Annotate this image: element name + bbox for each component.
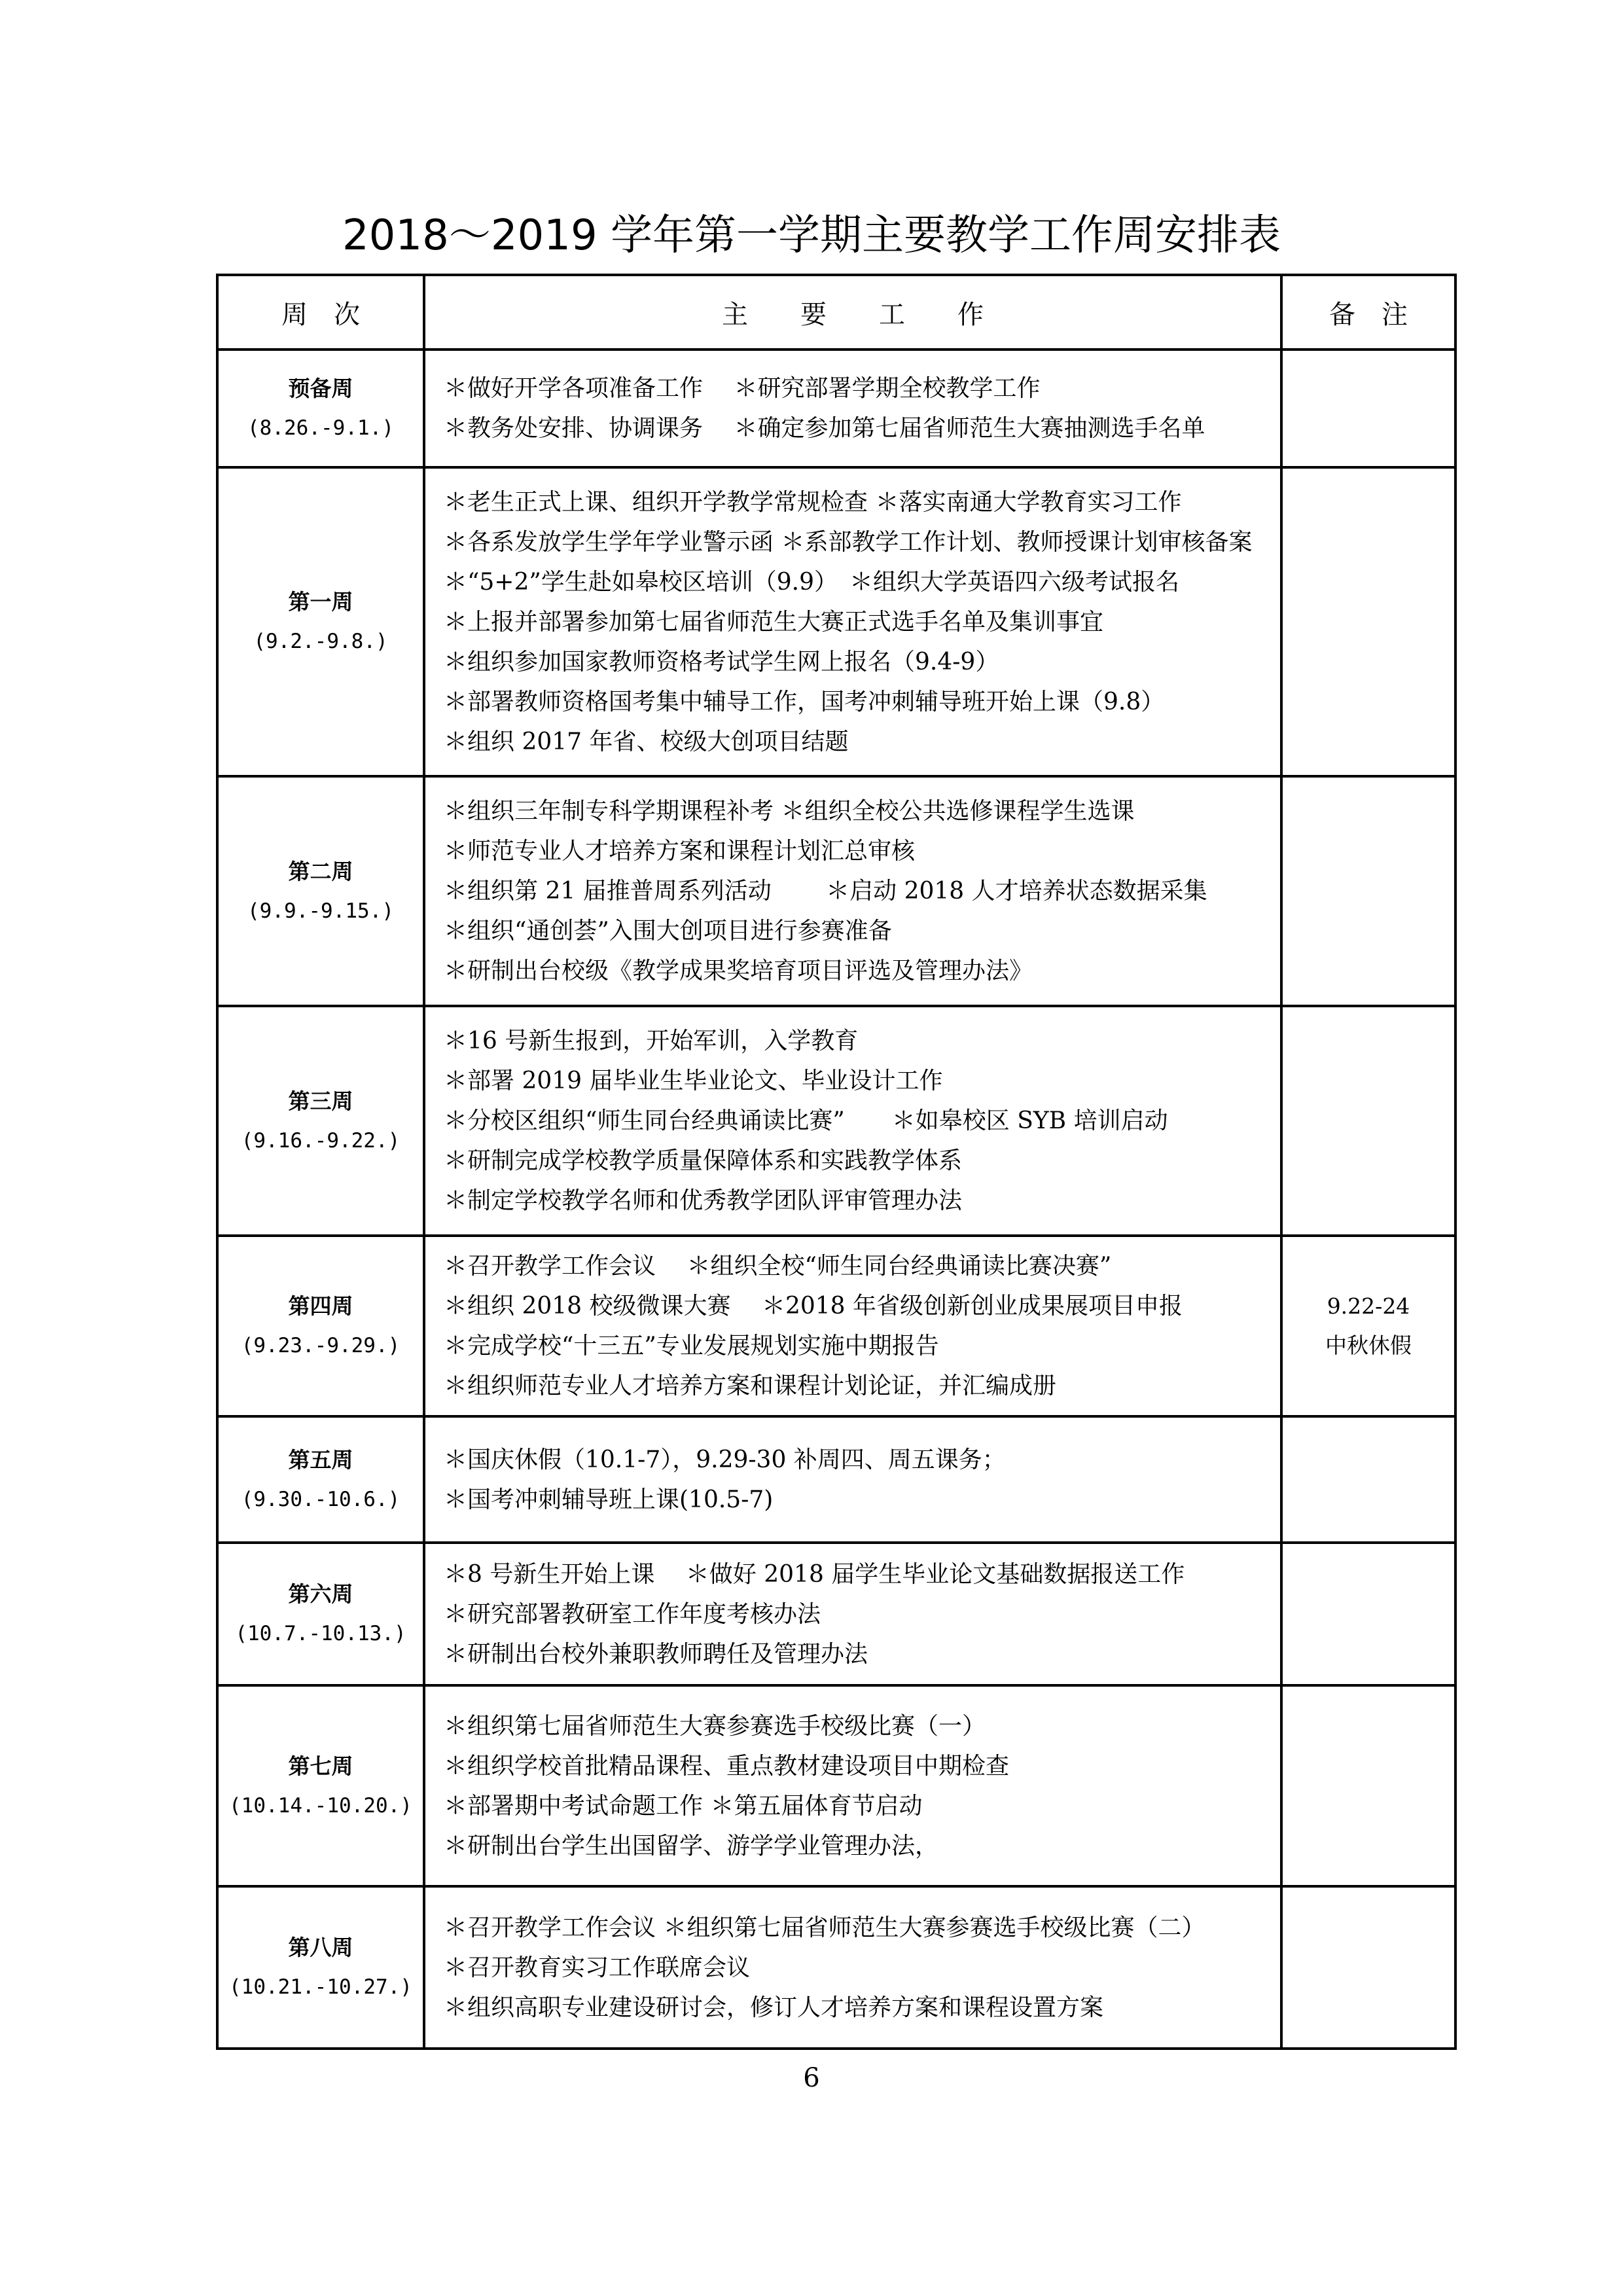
task-item: ＊8 号新生开始上课 ＊做好 2018 届学生毕业论文基础数据报送工作	[444, 1560, 1185, 1588]
task-item: ＊国庆休假（10.1-7），9.29-30 补周四、周五课务；	[444, 1446, 1006, 1473]
table-row	[217, 1236, 1455, 1416]
task-item: ＊组织 2017 年省、校级大创项目结题	[444, 728, 849, 755]
table-row	[217, 1006, 1455, 1236]
task-item: ＊研制完成学校教学质量保障体系和实践教学体系	[444, 1147, 963, 1174]
task-item: ＊研制出台校级《教学成果奖培育项目评选及管理办法》	[444, 958, 1033, 984]
note-text: 9.22-24	[1327, 1293, 1410, 1319]
notes-cell	[1281, 1006, 1455, 1236]
task-item: ＊制定学校教学名师和优秀教学团队评审管理办法	[444, 1187, 963, 1214]
task-item: ＊各系发放学生学年学业警示函 ＊系部教学工作计划、教师授课计划审核备案	[444, 528, 1253, 556]
task-item: ＊国考冲刺辅导班上课(10.5-7)	[444, 1486, 774, 1513]
tasks-cell	[424, 350, 1281, 467]
week-date-range: (9.16.-9.22.)	[241, 1128, 401, 1153]
task-item: ＊部署期中考试命题工作 ＊第五届体育节启动	[444, 1792, 923, 1820]
tasks-cell	[424, 1685, 1281, 1886]
task-item: ＊召开教学工作会议 ＊组织第七届省师范生大赛参赛选手校级比赛（二）	[444, 1914, 1205, 1941]
week-name: 第一周	[288, 589, 353, 615]
task-item: ＊16 号新生报到，开始军训，入学教育	[444, 1028, 859, 1054]
task-item: ＊组织 2018 校级微课大赛 ＊2018 年省级创新创业成果展项目申报	[444, 1293, 1183, 1319]
tasks-cell	[424, 1416, 1281, 1543]
week-date-range: (9.30.-10.6.)	[241, 1487, 401, 1511]
task-item: ＊组织第 21 届推普周系列活动 ＊启动 2018 人才培养状态数据采集	[444, 878, 1207, 905]
task-item: ＊部署 2019 届毕业生毕业论文、毕业设计工作	[444, 1067, 943, 1094]
header-row	[217, 275, 1455, 350]
week-cell	[217, 350, 424, 467]
week-name: 第八周	[288, 1935, 353, 1960]
page-number: 6	[803, 2063, 820, 2093]
task-item: ＊召开教育实习工作联席会议	[444, 1954, 751, 1981]
notes-cell	[1281, 1236, 1455, 1416]
task-item: ＊召开教学工作会议 ＊组织全校“师生同台经典诵读比赛决赛”	[444, 1253, 1112, 1280]
tasks-header: 主 要 工 作	[424, 275, 1281, 350]
schedule-table	[216, 274, 1457, 2050]
tasks-cell	[424, 1006, 1281, 1236]
task-item: ＊“5+2”学生赴如皋校区培训（9.9） ＊组织大学英语四六级考试报名	[444, 568, 1180, 596]
week-cell	[217, 467, 424, 776]
week-name: 第三周	[288, 1088, 353, 1114]
task-item: ＊研制出台校外兼职教师聘任及管理办法	[444, 1640, 868, 1668]
week-cell	[217, 1886, 424, 2049]
table-row	[217, 467, 1455, 776]
task-item: ＊教务处安排、协调课务 ＊确定参加第七届省师范生大赛抽测选手名单	[444, 415, 1205, 442]
week-date-range: (10.14.-10.20.)	[229, 1793, 412, 1818]
table-row	[217, 776, 1455, 1006]
notes-cell	[1281, 776, 1455, 1006]
week-cell	[217, 1006, 424, 1236]
note-text: 中秋休假	[1325, 1333, 1412, 1358]
tasks-cell	[424, 1543, 1281, 1685]
notes-header: 备 注	[1281, 275, 1455, 350]
table-row	[217, 1886, 1455, 2049]
table-row	[217, 350, 1455, 467]
task-item: ＊师范专业人才培养方案和课程计划汇总审核	[444, 838, 916, 865]
task-item: ＊组织高职专业建设研讨会，修订人才培养方案和课程设置方案	[444, 1994, 1104, 2021]
page-title: 2018～2019 学年第一学期主要教学工作周安排表	[342, 211, 1281, 260]
task-item: ＊组织三年制专科学期课程补考 ＊组织全校公共选修课程学生选课	[444, 798, 1135, 825]
task-item: ＊完成学校“十三五”专业发展规划实施中期报告	[444, 1333, 939, 1359]
week-name: 第五周	[288, 1446, 353, 1473]
week-name: 第二周	[288, 858, 353, 884]
notes-cell	[1281, 1685, 1455, 1886]
task-item: ＊组织学校首批精品课程、重点教材建设项目中期检查	[444, 1752, 1010, 1780]
task-item: ＊部署教师资格国考集中辅导工作，国考冲刺辅导班开始上课（9.8）	[444, 688, 1165, 715]
week-name: 预备周	[288, 376, 353, 401]
week-cell	[217, 1236, 424, 1416]
week-cell	[217, 776, 424, 1006]
task-item: ＊研究部署教研室工作年度考核办法	[444, 1600, 821, 1628]
table-row	[217, 1416, 1455, 1543]
week-cell	[217, 1685, 424, 1886]
week-cell	[217, 1416, 424, 1543]
notes-cell	[1281, 350, 1455, 467]
tasks-cell	[424, 1886, 1281, 2049]
tasks-cell	[424, 776, 1281, 1006]
task-item: ＊研制出台学生出国留学、游学学业管理办法，	[444, 1832, 939, 1859]
tasks-cell	[424, 1236, 1281, 1416]
task-item: ＊老生正式上课、组织开学教学常规检查 ＊落实南通大学教育实习工作	[444, 488, 1182, 516]
task-item: ＊组织“通创荟”入围大创项目进行参赛准备	[444, 918, 892, 944]
task-item: ＊组织第七届省师范生大赛参赛选手校级比赛（一）	[444, 1712, 986, 1740]
week-cell	[217, 1543, 424, 1685]
week-date-range: (10.7.-10.13.)	[235, 1622, 406, 1645]
week-name: 第四周	[288, 1293, 353, 1319]
task-item: ＊做好开学各项准备工作 ＊研究部署学期全校教学工作	[444, 375, 1041, 402]
tasks-cell	[424, 467, 1281, 776]
notes-cell	[1281, 1886, 1455, 2049]
week-header: 周 次	[217, 275, 424, 350]
task-item: ＊组织参加国家教师资格考试学生网上报名（9.4-9）	[444, 648, 999, 675]
notes-cell	[1281, 1543, 1455, 1685]
week-date-range: (9.9.-9.15.)	[247, 899, 394, 923]
notes-cell	[1281, 1416, 1455, 1543]
week-date-range: (10.21.-10.27.)	[229, 1975, 412, 1999]
notes-cell	[1281, 467, 1455, 776]
task-item: ＊分校区组织“师生同台经典诵读比赛” ＊如皋校区 SYB 培训启动	[444, 1107, 1168, 1134]
week-date-range: (9.2.-9.8.)	[253, 630, 388, 653]
week-name: 第七周	[288, 1753, 353, 1779]
week-date-range: (8.26.-9.1.)	[247, 416, 394, 440]
week-name: 第六周	[288, 1581, 353, 1607]
table-row	[217, 1685, 1455, 1886]
task-item: ＊组织师范专业人才培养方案和课程计划论证，并汇编成册	[444, 1372, 1057, 1399]
week-date-range: (9.23.-9.29.)	[241, 1334, 401, 1357]
table-row	[217, 1543, 1455, 1685]
task-item: ＊上报并部署参加第七届省师范生大赛正式选手名单及集训事宜	[444, 608, 1104, 636]
